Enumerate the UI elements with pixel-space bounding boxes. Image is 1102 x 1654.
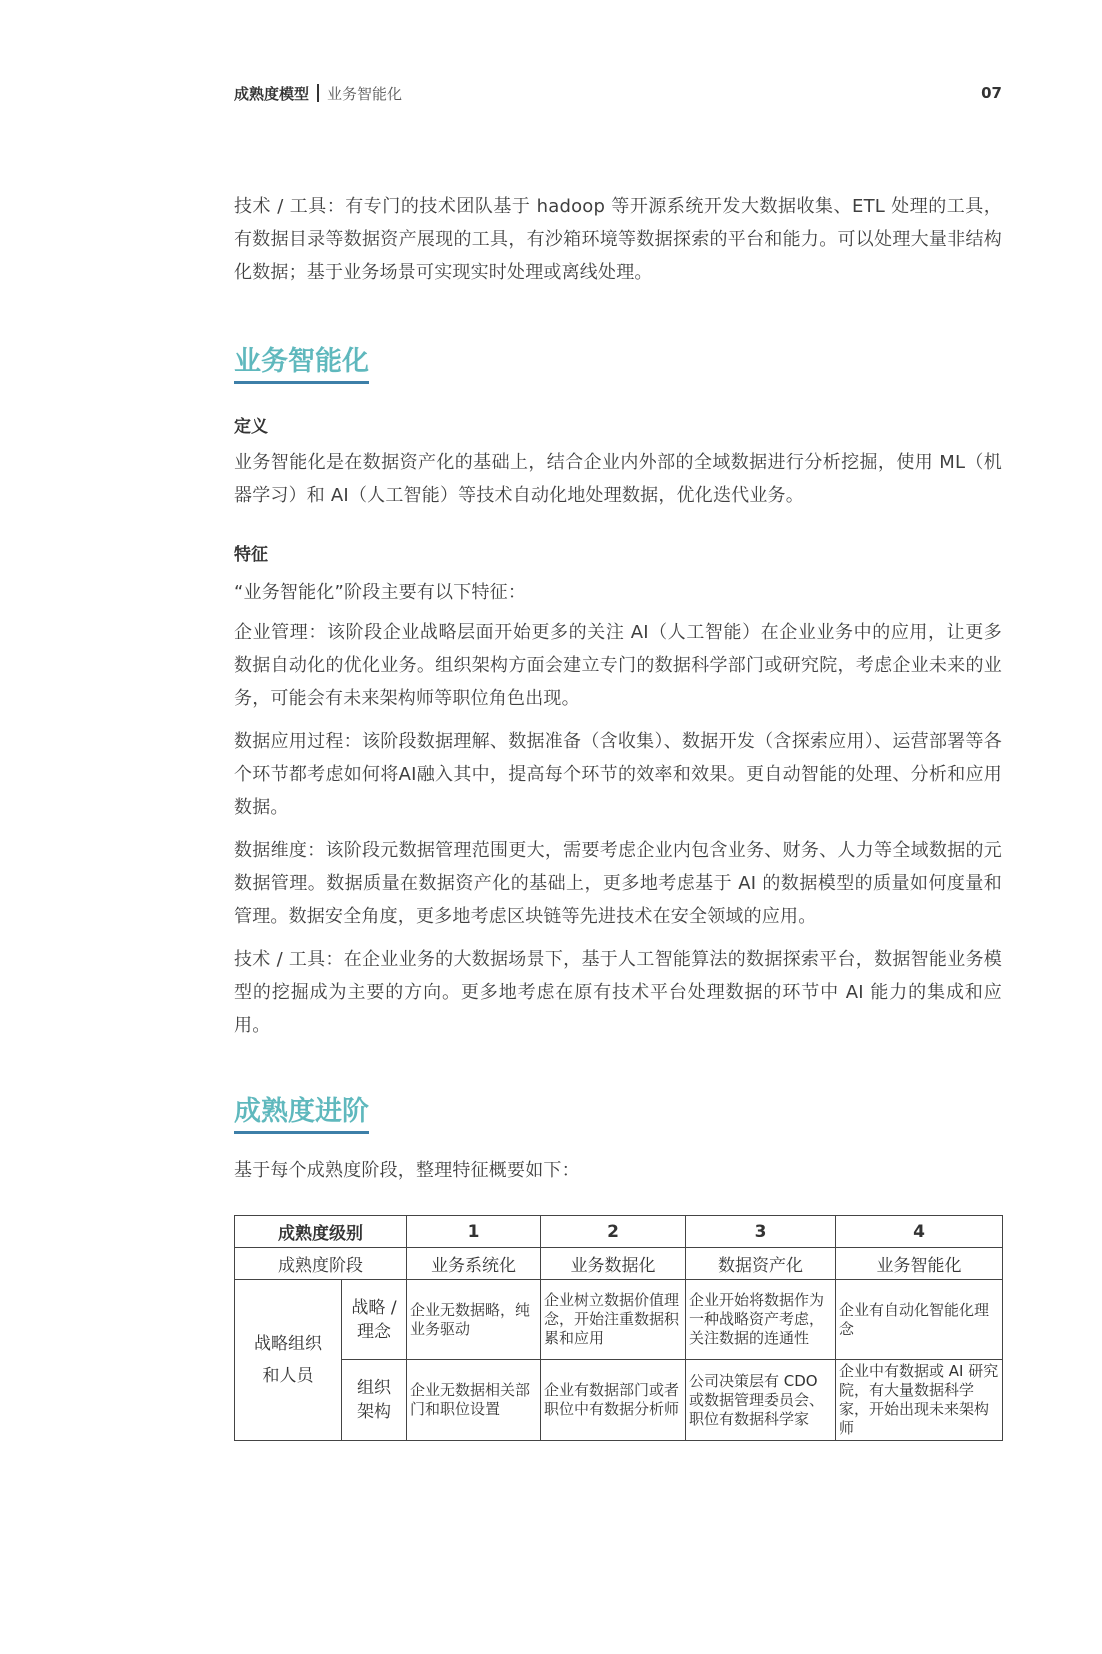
features-intro: “业务智能化”阶段主要有以下特征： <box>234 582 527 603</box>
cell-organization-4: 企业中有数据或 AI 研究院，有大量数据科学家，开始出现未来架构师 <box>836 1360 1003 1441</box>
features-heading: 特征 <box>234 545 268 565</box>
feature-paragraph-tools: 技术 / 工具：在企业业务的大数据场景下，基于人工智能算法的数据探索平台，数据智能业务模型的挖掘成为主要的方向。更多地考虑在原有技术平台处理数据的环节中 AI 能力的集成和应用。 <box>234 949 1002 1036</box>
section-maturity-advance <box>234 1094 1002 1134</box>
row-label-strategy: 战略 / 理念 <box>342 1280 407 1360</box>
stage-label: 成熟度阶段 <box>235 1248 407 1280</box>
cell-organization-3: 公司决策层有 CDO 或数据管理委员会、职位有数据科学家 <box>686 1360 836 1441</box>
definition-heading: 定义 <box>234 417 268 437</box>
header-breadcrumb <box>234 83 402 104</box>
page-header <box>234 80 1002 106</box>
cell-strategy-4: 企业有自动化智能化理念 <box>836 1280 1003 1360</box>
table-row-strategy <box>235 1280 1003 1360</box>
header-level-1: 1 <box>407 1216 541 1248</box>
definition-text: 业务智能化是在数据资产化的基础上，结合企业内外部的全域数据进行分析挖掘，使用 ML（机器学习）和 AI（人工智能）等技术自动化地处理数据，优化迭代业务。 <box>234 452 1002 506</box>
cell-organization-2: 企业有数据部门或者职位中有数据分析师 <box>541 1360 686 1441</box>
stage-1: 业务系统化 <box>407 1248 541 1280</box>
page-number: 07 <box>981 84 1002 102</box>
header-level-4: 4 <box>836 1216 1003 1248</box>
header-separator <box>317 84 319 102</box>
cell-strategy-3: 企业开始将数据作为一种战略资产考虑，关注数据的连通性 <box>686 1280 836 1360</box>
cell-organization-1: 企业无数据相关部门和职位设置 <box>407 1360 541 1441</box>
stage-4: 业务智能化 <box>836 1248 1003 1280</box>
header-subtitle: 业务智能化 <box>327 84 403 103</box>
intro-paragraph: 技术 / 工具：有专门的技术团队基于 hadoop 等开源系统开发大数据收集、ETL 处理的工具，有数据目录等数据资产展现的工具，有沙箱环境等数据探索的平台和能力。可以处理大量非结构化数据；基于业务场景可实现实时处理或离线处理。 <box>234 196 1002 283</box>
feature-paragraph-management: 企业管理：该阶段企业战略层面开始更多的关注 AI（人工智能）在企业业务中的应用，让更多数据自动化的优化业务。组织架构方面会建立专门的数据科学部门或研究院，考虑企业未来的业务，可能会有未来架构师等职位角色出现。 <box>234 622 1002 709</box>
header-level-3: 3 <box>686 1216 836 1248</box>
section-title-maturity-advance: 成熟度进阶 <box>234 1094 369 1134</box>
section-business-intelligence <box>234 344 1002 384</box>
page-content <box>234 190 1002 1441</box>
table-stage-row <box>235 1248 1003 1280</box>
maturity-intro: 基于每个成熟度阶段，整理特征概要如下： <box>234 1160 580 1181</box>
feature-paragraph-data-dimension: 数据维度：该阶段元数据管理范围更大，需要考虑企业内包含业务、财务、人力等全域数据的元数据管理。数据质量在数据资产化的基础上，更多地考虑基于 AI 的数据模型的质量如何度量和管理。数据安全角度，更多地考虑区块链等先进技术在安全领域的应用。 <box>234 840 1002 927</box>
cell-strategy-1: 企业无数据略，纯业务驱动 <box>407 1280 541 1360</box>
cell-strategy-2: 企业树立数据价值理念，开始注重数据积累和应用 <box>541 1280 686 1360</box>
stage-3: 数据资产化 <box>686 1248 836 1280</box>
header-level-2: 2 <box>541 1216 686 1248</box>
table-header-row <box>235 1216 1003 1248</box>
stage-2: 业务数据化 <box>541 1248 686 1280</box>
group-strategy-org-people: 战略组织和人员 <box>235 1280 342 1441</box>
feature-paragraph-application: 数据应用过程：该阶段数据理解、数据准备（含收集）、数据开发（含探索应用）、运营部署等各个环节都考虑如何将AI融入其中，提高每个环节的效率和效果。更自动智能的处理、分析和应用数据。 <box>234 731 1002 818</box>
row-label-organization: 组织架构 <box>342 1360 407 1441</box>
section-title-business-intelligence: 业务智能化 <box>234 344 369 384</box>
header-maturity-level: 成熟度级别 <box>235 1216 407 1248</box>
header-title: 成熟度模型 <box>234 84 310 103</box>
table-row-organization <box>235 1360 1003 1441</box>
maturity-table <box>234 1215 1003 1441</box>
